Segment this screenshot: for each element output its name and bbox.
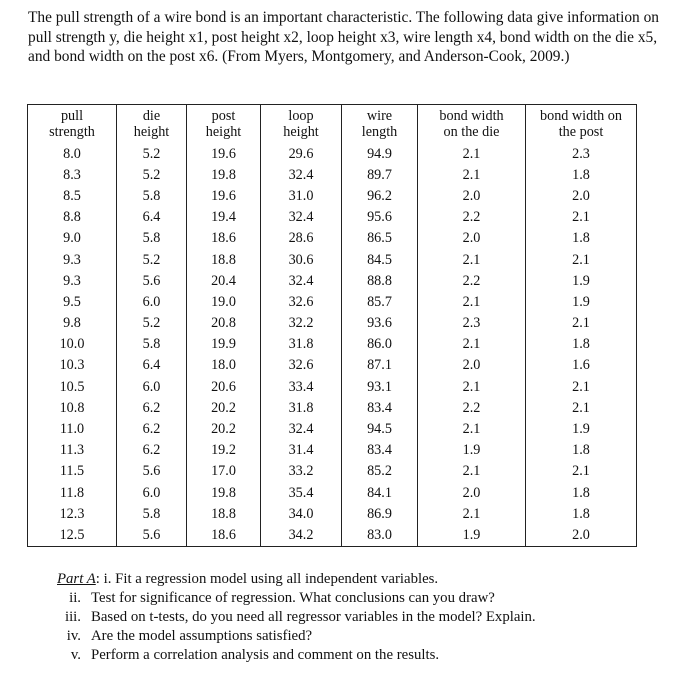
table-cell: 8.3	[28, 164, 117, 185]
table-cell: 10.0	[28, 334, 117, 355]
table-cell: 94.5	[342, 418, 418, 439]
header-pull-strength: pull strength	[28, 105, 117, 144]
table-cell: 8.5	[28, 185, 117, 206]
table-cell: 2.2	[418, 397, 526, 418]
table-cell: 6.4	[117, 355, 187, 376]
table-cell: 9.3	[28, 249, 117, 270]
table-row	[28, 313, 637, 334]
table-cell: 20.2	[187, 397, 261, 418]
table-row	[28, 334, 637, 355]
table-cell: 2.0	[418, 228, 526, 249]
table-cell: 20.8	[187, 313, 261, 334]
table-cell: 83.4	[342, 440, 418, 461]
table-cell: 10.3	[28, 355, 117, 376]
intro-paragraph: The pull strength of a wire bond is an important characteristic. The following data give information on pull strength y, die height x1, post height x2, loop height x3, wire length x4, bond width on the die x5, and bond width on the post x6. (From Myers, Montgomery, and Anderson-Cook, 2009.)	[28, 9, 659, 65]
table-cell: 19.4	[187, 207, 261, 228]
table-cell: 34.2	[261, 524, 342, 546]
question-number: iii.	[64, 609, 81, 625]
table-cell: 2.1	[526, 376, 637, 397]
table-cell: 17.0	[187, 461, 261, 482]
table-cell: 9.5	[28, 291, 117, 312]
table-row	[28, 207, 637, 228]
table-cell: 6.2	[117, 397, 187, 418]
table-cell: 85.2	[342, 461, 418, 482]
table-cell: 1.9	[526, 291, 637, 312]
question-text: Test for significance of regression. What conclusions can you draw?	[91, 590, 495, 606]
table-cell: 2.0	[418, 355, 526, 376]
table-cell: 83.4	[342, 397, 418, 418]
table-cell: 5.2	[117, 143, 187, 164]
table-cell: 2.0	[418, 185, 526, 206]
table-cell: 2.0	[526, 185, 637, 206]
table-cell: 86.0	[342, 334, 418, 355]
header-wire-length: wire length	[342, 105, 418, 144]
table-cell: 2.1	[526, 313, 637, 334]
table-row	[28, 440, 637, 461]
table-cell: 93.1	[342, 376, 418, 397]
table-cell: 30.6	[261, 249, 342, 270]
question-number: v.	[70, 647, 81, 663]
table-row	[28, 228, 637, 249]
table-cell: 95.6	[342, 207, 418, 228]
table-cell: 6.0	[117, 291, 187, 312]
table-cell: 35.4	[261, 482, 342, 503]
table-row	[28, 355, 637, 376]
table-cell: 2.1	[418, 291, 526, 312]
table-cell: 96.2	[342, 185, 418, 206]
table-cell: 83.0	[342, 524, 418, 546]
table-cell: 18.6	[187, 228, 261, 249]
question-number: iv.	[66, 628, 81, 644]
table-cell: 1.8	[526, 440, 637, 461]
table-cell: 28.6	[261, 228, 342, 249]
question-item	[58, 589, 536, 608]
table-cell: 2.1	[526, 249, 637, 270]
table-cell: 11.0	[28, 418, 117, 439]
question-item	[58, 608, 536, 627]
table-cell: 2.1	[418, 164, 526, 185]
table-row	[28, 418, 637, 439]
table-cell: 88.8	[342, 270, 418, 291]
table-row	[28, 503, 637, 524]
question-item: Part A : i. Fit a regression model using all independent variables.	[57, 571, 439, 587]
table-cell: 8.8	[28, 207, 117, 228]
table-cell: 1.8	[526, 482, 637, 503]
table-cell: 2.0	[526, 524, 637, 546]
table-cell: 5.2	[117, 164, 187, 185]
table-cell: 89.7	[342, 164, 418, 185]
table-cell: 20.6	[187, 376, 261, 397]
question-text: Based on t-tests, do you need all regressor variables in the model? Explain.	[91, 609, 536, 625]
table-cell: 2.1	[418, 143, 526, 164]
table-cell: 11.8	[28, 482, 117, 503]
table-cell: 2.1	[418, 376, 526, 397]
table-cell: 2.1	[526, 207, 637, 228]
table-cell: 32.6	[261, 355, 342, 376]
table-cell: 8.0	[28, 143, 117, 164]
table-cell: 32.4	[261, 418, 342, 439]
table-cell: 6.2	[117, 418, 187, 439]
table-row	[28, 143, 637, 164]
question-text: Are the model assumptions satisfied?	[91, 628, 313, 644]
table-cell: 84.1	[342, 482, 418, 503]
table-cell: 19.2	[187, 440, 261, 461]
table-cell: 31.4	[261, 440, 342, 461]
table-cell: 85.7	[342, 291, 418, 312]
table-cell: 2.2	[418, 270, 526, 291]
wire-bond-data-table	[27, 104, 637, 547]
table-cell: 2.2	[418, 207, 526, 228]
part-label: Part A	[57, 571, 96, 587]
table-cell: 2.1	[418, 334, 526, 355]
table-cell: 6.0	[117, 482, 187, 503]
table-cell: 11.3	[28, 440, 117, 461]
questions-list	[58, 570, 536, 665]
question-number: ii.	[69, 590, 81, 606]
header-bond-width-post: bond width on the post	[526, 105, 637, 144]
table-cell: 5.2	[117, 313, 187, 334]
table-cell: 32.4	[261, 164, 342, 185]
table-cell: 1.9	[526, 418, 637, 439]
header-post-height: post height	[187, 105, 261, 144]
table-cell: 5.2	[117, 249, 187, 270]
table-cell: 19.8	[187, 164, 261, 185]
table-row	[28, 482, 637, 503]
table-cell: 93.6	[342, 313, 418, 334]
table-cell: 20.2	[187, 418, 261, 439]
table-row	[28, 524, 637, 546]
table-cell: 1.8	[526, 503, 637, 524]
table-cell: 2.3	[526, 143, 637, 164]
table-cell: 19.0	[187, 291, 261, 312]
table-cell: 19.6	[187, 143, 261, 164]
table-row	[28, 185, 637, 206]
table-cell: 2.1	[418, 249, 526, 270]
table-row	[28, 291, 637, 312]
table-row	[28, 270, 637, 291]
table-cell: 1.8	[526, 228, 637, 249]
header-bond-width-die: bond width on the die	[418, 105, 526, 144]
table-cell: 12.3	[28, 503, 117, 524]
table-header-row	[28, 105, 637, 144]
table-cell: 10.5	[28, 376, 117, 397]
header-die-height: die height	[117, 105, 187, 144]
question-text: Perform a correlation analysis and comment on the results.	[91, 647, 440, 663]
question-item	[58, 627, 536, 646]
table-cell: 1.8	[526, 164, 637, 185]
table-cell: 31.0	[261, 185, 342, 206]
question-items	[58, 589, 536, 665]
table-cell: 1.9	[418, 440, 526, 461]
table-cell: 1.6	[526, 355, 637, 376]
table-cell: 86.5	[342, 228, 418, 249]
question-number: i.	[103, 571, 112, 587]
table-cell: 5.8	[117, 503, 187, 524]
table-cell: 12.5	[28, 524, 117, 546]
table-cell: 6.2	[117, 440, 187, 461]
table-row	[28, 164, 637, 185]
table-cell: 10.8	[28, 397, 117, 418]
table-cell: 20.4	[187, 270, 261, 291]
table-cell: 34.0	[261, 503, 342, 524]
table-cell: 2.1	[526, 461, 637, 482]
table-cell: 32.6	[261, 291, 342, 312]
table-cell: 1.9	[526, 270, 637, 291]
table-cell: 18.8	[187, 249, 261, 270]
table-cell: 6.4	[117, 207, 187, 228]
table-cell: 18.8	[187, 503, 261, 524]
table-cell: 11.5	[28, 461, 117, 482]
table-cell: 2.3	[418, 313, 526, 334]
table-row	[28, 461, 637, 482]
table-cell: 87.1	[342, 355, 418, 376]
table-cell: 29.6	[261, 143, 342, 164]
table-cell: 2.1	[418, 418, 526, 439]
question-text: Fit a regression model using all independent variables.	[115, 571, 439, 587]
header-loop-height: loop height	[261, 105, 342, 144]
table-cell: 5.6	[117, 461, 187, 482]
table-cell: 31.8	[261, 334, 342, 355]
table-cell: 33.4	[261, 376, 342, 397]
table-cell: 2.1	[526, 397, 637, 418]
table-cell: 5.8	[117, 334, 187, 355]
table-cell: 32.4	[261, 270, 342, 291]
question-item	[58, 646, 536, 665]
table-cell: 6.0	[117, 376, 187, 397]
table-cell: 33.2	[261, 461, 342, 482]
table-cell: 94.9	[342, 143, 418, 164]
table-cell: 32.2	[261, 313, 342, 334]
table-cell: 19.8	[187, 482, 261, 503]
table-cell: 5.8	[117, 185, 187, 206]
table-cell: 2.1	[418, 461, 526, 482]
table-cell: 2.0	[418, 482, 526, 503]
table-cell: 5.6	[117, 524, 187, 546]
table-cell: 2.1	[418, 503, 526, 524]
table-cell: 9.0	[28, 228, 117, 249]
table-cell: 32.4	[261, 207, 342, 228]
table-cell: 19.9	[187, 334, 261, 355]
table-cell: 19.6	[187, 185, 261, 206]
table-cell: 18.6	[187, 524, 261, 546]
table-cell: 9.3	[28, 270, 117, 291]
table-cell: 1.9	[418, 524, 526, 546]
table-cell: 31.8	[261, 397, 342, 418]
table-cell: 1.8	[526, 334, 637, 355]
table-cell: 18.0	[187, 355, 261, 376]
table-cell: 86.9	[342, 503, 418, 524]
table-cell: 5.6	[117, 270, 187, 291]
table-row	[28, 376, 637, 397]
table-cell: 9.8	[28, 313, 117, 334]
table-cell: 84.5	[342, 249, 418, 270]
table-row	[28, 249, 637, 270]
table-row	[28, 397, 637, 418]
table-body	[28, 143, 637, 546]
table-cell: 5.8	[117, 228, 187, 249]
